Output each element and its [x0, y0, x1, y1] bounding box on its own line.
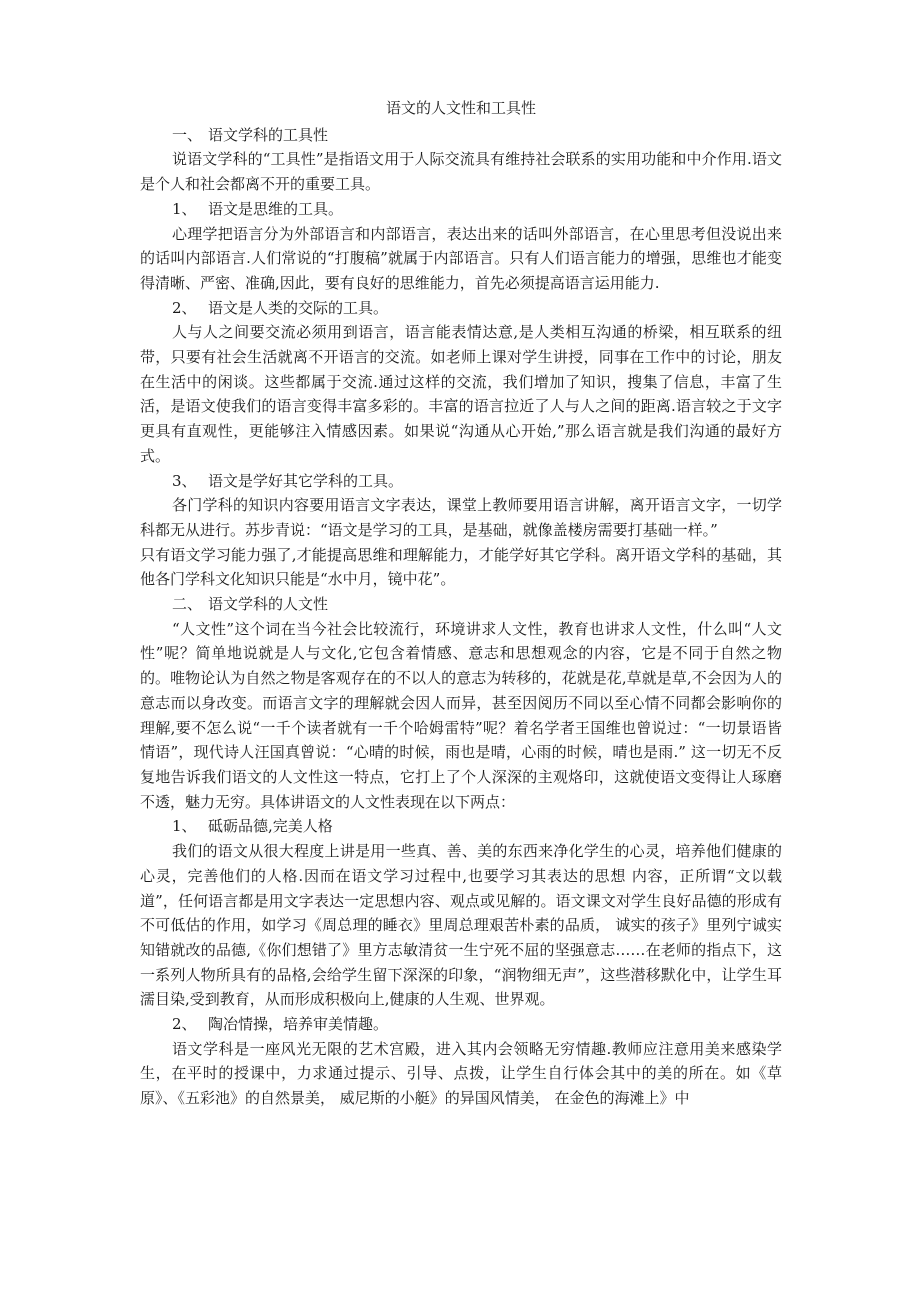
paragraph: 语文学科是一座风光无限的艺术宫殿，进入其内会领略无穷情趣.教师应注意用美来感染学生，在平时的授课中，力求通过提示、引导、点拨，让学生自行体会其中的美的所在。如《草原》、《五彩池》的自然景美， 威尼斯的小艇》的异国风情美， 在金色的海滩上》中 — [140, 1039, 782, 1108]
heading-number: 1、 — [172, 199, 197, 218]
section-heading-2 — [140, 592, 782, 617]
heading-number: 一、 — [172, 125, 203, 144]
heading-text: 语文是人类的交际的工具。 — [208, 298, 389, 317]
subsection-heading — [140, 296, 782, 321]
heading-text: 语文学科的人文性 — [208, 595, 329, 614]
paragraph: 各门学科的知识内容要用语言文字表达，课堂上教师要用语言讲解，离开语言文字，一切学科都无从进行。苏步青说：“语文是学习的工具，是基础，就像盖楼房需要打基础一样。” — [140, 496, 782, 539]
paragraph: 只有语文学习能力强了,才能提高思维和理解能力，才能学好其它学科。离开语文学科的基础，其他各门学科文化知识只能是“水中月，镜中花”。 — [140, 545, 782, 589]
subsection-heading — [140, 1012, 782, 1037]
document-title: 语文的人文性和工具性 — [385, 99, 536, 117]
subsection-heading — [140, 814, 782, 839]
heading-number: 2、 — [172, 1015, 197, 1034]
subsection-heading — [140, 469, 782, 494]
paragraph: 人与人之间要交流必须用到语言，语言能表情达意,是人类相互沟通的桥梁，相互联系的纽带，只要有社会生活就离不开语言的交流。如老师上课对学生讲授，同事在工作中的讨论，朋友在生活中的闲谈。这些都属于交流.通过这样的交流，我们增加了知识，搜集了信息，丰富了生活，是语文使我们的语言变得丰富多彩的。丰富的语言拉近了人与人之间的距离.语言较之于文字更具有直观性，更能够注入情感因素。如果说“沟通从心开始,”那么语言就是我们沟通的最好方式。 — [140, 323, 782, 465]
heading-number: 3、 — [172, 471, 197, 490]
document-body — [140, 96, 782, 1111]
heading-number: 2、 — [172, 298, 197, 317]
heading-text: 语文学科的工具性 — [208, 125, 329, 144]
paragraph: “人文性”这个词在当今社会比较流行，环境讲求人文性，教育也讲求人文性，什么叫“人文性”呢？简单地说就是人与文化,它包含着情感、意志和思想观念的内容，它是不同于自然之物的。唯物论认为自然之物是客观存在的不以人的意志为转移的，花就是花,草就是草,不会因为人的意志而以身改变。而语言文字的理解就会因人而异，甚至因阅历不同以至心情不同都会影响你的理解,要不怎么说“一千个读者就有一千个哈姆雷特”呢？着名学者王国维也曾说过：“一切景语皆情语”，现代诗人汪国真曾说：“心晴的时候，雨也是晴，心雨的时候，晴也是雨.” 这一切无不反复地告诉我们语文的人文性这一特点，它打上了个人深深的主观烙印，这就使语文变得让人琢磨不透，魅力无穷。具体讲语文的人文性表现在以下两点： — [140, 619, 782, 811]
heading-text: 陶冶情操，培养审美情趣。 — [208, 1015, 389, 1034]
subsection-heading — [140, 197, 782, 222]
heading-number: 二、 — [172, 595, 203, 614]
heading-number: 1、 — [172, 817, 197, 836]
paragraph: 说语文学科的“工具性”是指语文用于人际交流具有维持社会联系的实用功能和中介作用.语文是个人和社会都离不开的重要工具。 — [140, 150, 782, 194]
section-heading-1 — [140, 123, 782, 148]
paragraph: 我们的语文从很大程度上讲是用一些真、善、美的东西来净化学生的心灵，培养他们健康的心灵，完善他们的人格.因而在语文学习过程中,也要学习其表达的思想 内容，正所谓“文以载道”，任何语言都是用文字表达一定思想内容、观点或见解的。语文课文对学生良好品德的形成有不可低估的作用，如学习《周总理的睡衣》里周总理艰苦朴素的品质， 诚实的孩子》里列宁诚实知错就改的品德,《你们想错了》里方志敏清贫一生宁死不屈的坚强意志……在老师的指点下，这一系列人物所具有的品格,会给学生留下深深的印象，“润物细无声”，这些潜移默化中，让学生耳濡目染,受到教育，从而形成积极向上,健康的人生观、世界观。 — [140, 842, 782, 1009]
paragraph: 心理学把语言分为外部语言和内部语言，表达出来的话叫外部语言，在心里思考但没说出来的话叫内部语言.人们常说的“打腹稿”就属于内部语言。只有人们语言能力的增强，思维也才能变得清晰、严密、准确,因此，要有良好的思维能力，首先必须提高语言运用能力. — [140, 224, 782, 292]
heading-text: 语文是思维的工具。 — [208, 199, 344, 218]
heading-text: 语文是学好其它学科的工具。 — [208, 471, 404, 490]
heading-text: 砥砺品德,完美人格 — [208, 817, 333, 836]
